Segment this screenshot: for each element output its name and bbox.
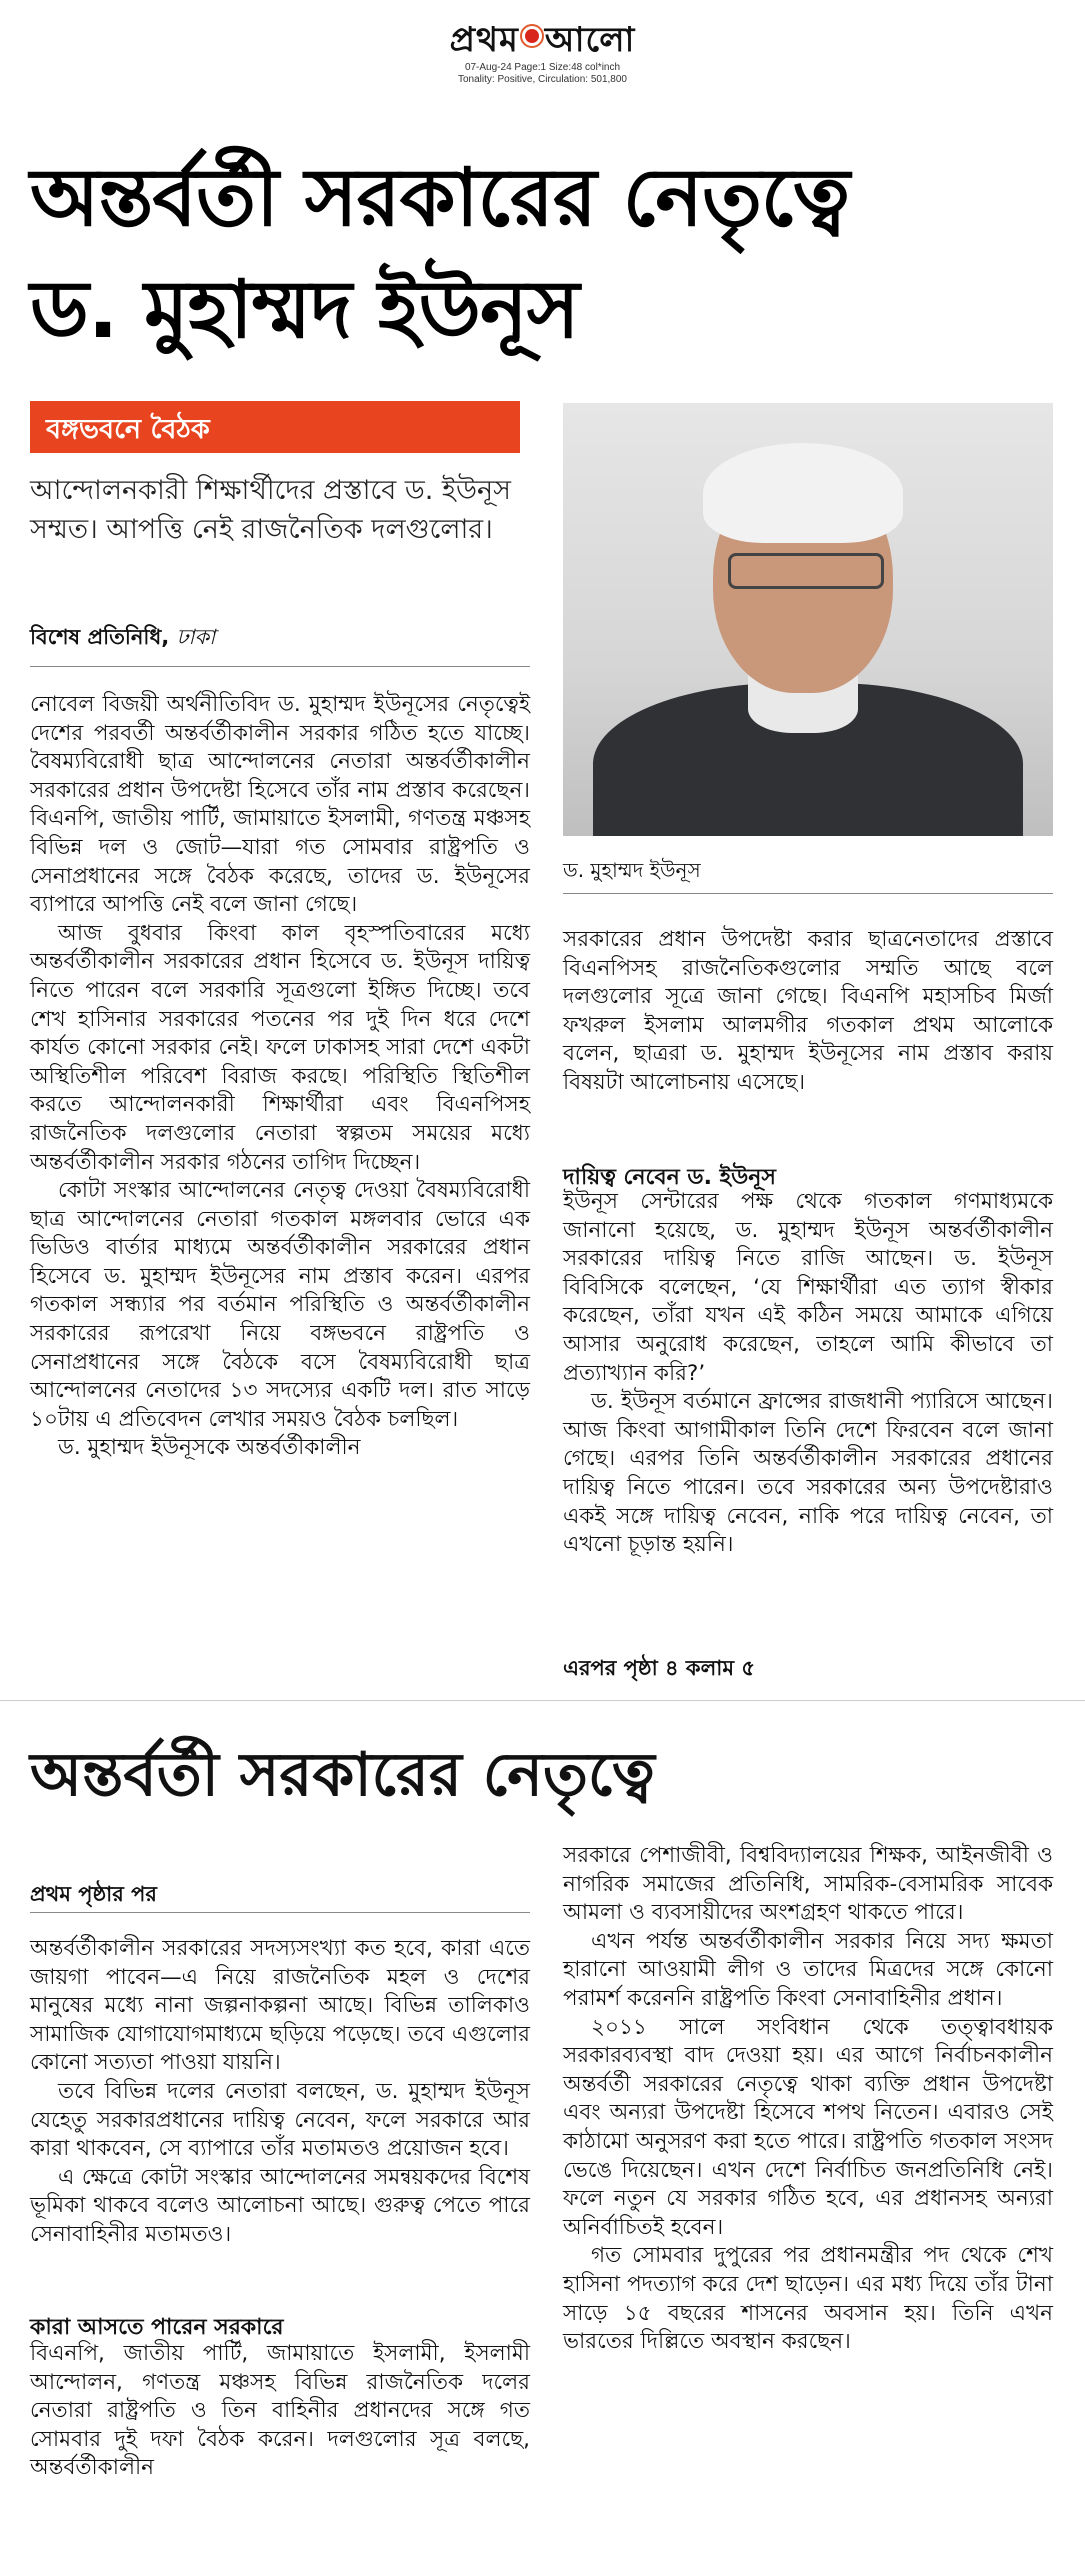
paragraph: অন্তর্বর্তীকালীন সরকারের সদস্যসংখ্যা কত হবে, কারা এতে জায়গা পাবেন—এ নিয়ে রাজনৈতিক মহল ও দেশের মানুষের মধ্যে নানা জল্পনাকল্পনা আছে। বিভিন্ন তালিকাও সামাজিক যোগাযোগমাধ্যমে ছড়িয়ে পড়েছে। তবে এগুলোর কোনো সত্যতা পাওয়া যায়নি। <box>30 1936 530 2076</box>
masthead-right: আলো <box>544 20 636 60</box>
continuation-column-1 <box>30 1935 530 2250</box>
paragraph: নোবেল বিজয়ী অর্থনীতিবিদ ড. মুহাম্মদ ইউনূসের নেতৃত্বেই দেশের পরবর্তী অন্তর্বর্তীকালীন সরকার গঠিত হতে যাচ্ছে। বৈষম্যবিরোধী ছাত্র আন্দোলনের নেতারা অন্তর্বর্তীকালীন সরকারের প্রধান উপদেষ্টা হিসেবে তাঁর নাম প্রস্তাব করেছেন। বিএনপি, জাতীয় পার্টি, জামায়াতে ইসলামী, গণতন্ত্র মঞ্চসহ বিভিন্ন দল ও জোট—যারা গত সোমবার রাষ্ট্রপতি ও সেনাপ্রধানের সঙ্গে বৈঠক করেছে, তাদের ড. ইউনূসের ব্যাপারে আপত্তি নেই বলে জানা গেছে। <box>30 692 530 918</box>
continued-rule <box>30 1912 530 1913</box>
photo-caption: ড. মুহাম্মদ ইউনূস <box>563 858 701 882</box>
headline-line2: ড. মুহাম্মদ ইউনূস <box>30 263 579 356</box>
subheading: দায়িত্ব নেবেন ড. ইউনূস <box>563 1165 776 1190</box>
kicker-text: বঙ্গভবনে বৈঠক <box>46 414 210 445</box>
clipping-separator <box>0 1700 1085 1701</box>
masthead-left: প্রথম <box>449 20 519 60</box>
portrait-photo <box>563 403 1053 836</box>
paragraph: বিএনপি, জাতীয় পার্টি, জামায়াতে ইসলামী, ইসলামী আন্দোলন, গণতন্ত্র মঞ্চসহ বিভিন্ন রাজনৈতিক দলের নেতারা রাষ্ট্রপতি ও তিন বাহিনীর প্রধানদের সঙ্গে গত সোমবার দুই দফা বৈঠক করেন। দলগুলোর সূত্র বলছে, অন্তর্বর্তীকালীন <box>30 2341 530 2481</box>
paragraph: এখন পর্যন্ত অন্তর্বর্তীকালীন সরকার নিয়ে সদ্য ক্ষমতা হারানো আওয়ামী লীগ ও তাদের মিত্রদের সঙ্গে কোনো পরামর্শ করেননি রাষ্ট্রপতি কিংবা সেনাবাহিনীর প্রধান। <box>563 1928 1053 2011</box>
clipping-meta-line1: 07-Aug-24 Page:1 Size:48 col*inch <box>464 62 621 73</box>
paragraph: আজ বুধবার কিংবা কাল বৃহস্পতিবারের মধ্যে অন্তর্বর্তীকালীন সরকারের প্রধান হিসেবে ড. ইউনূস দায়িত্ব নিতে পারেন বলে সরকারি সূত্রগুলো ইঙ্গিত দিচ্ছে। তবে শেখ হাসিনার সরকারের পতনের পর দুই দিন ধরে দেশে কার্যত কোনো সরকার নেই। ফলে ঢাকাসহ সারা দেশে একটা অস্থিতিশীল পরিবেশ বিরাজ করছে। পরিস্থিতি স্থিতিশীল করতে আন্দোলনকারী শিক্ষার্থীরা এবং বিএনপিসহ রাজনৈতিক দলগুলোর নেতারা স্বল্পতম সময়ের মধ্যে অন্তর্বর্তীকালীন সরকার গঠনের তাগিদ দিচ্ছেন। <box>30 920 530 1175</box>
paragraph: ড. ইউনূস বর্তমানে ফ্রান্সের রাজধানী প্যারিসে আছেন। আজ কিংবা আগামীকাল তিনি দেশে ফিরবেন বলে জানা গেছে। এরপর তিনি অন্তর্বর্তীকালীন সরকারের প্রধানের দায়িত্ব নিতে পারেন। তবে সরকারের অন্য উপদেষ্টারাও একই সঙ্গে দায়িত্ব নেবেন, নাকি পরে দায়িত্ব নেবেন, তা এখনো চূড়ান্ত হয়নি। <box>563 1389 1053 1558</box>
continuation-column-1-continued <box>30 2340 530 2483</box>
headline-line1: অন্তর্বর্তী সরকারের নেতৃত্বে <box>30 151 850 244</box>
continued-on-line: এরপর পৃষ্ঠা ৪ কলাম ৫ <box>563 1656 755 1680</box>
continuation-headline: অন্তর্বর্তী সরকারের নেতৃত্বে <box>30 1740 655 1810</box>
article-column-1 <box>30 691 530 1463</box>
paragraph: সরকারের প্রধান উপদেষ্টা করার ছাত্রনেতাদের প্রস্তাবে বিএনপিসহ রাজনৈতিকগুলোর সম্মতি আছে বলে দলগুলোর সূত্রে জানা গেছে। বিএনপি মহাসচিব মির্জা ফখরুল ইসলাম আলমগীর গতকাল প্রথম আলোকে বলেন, ছাত্ররা ড. মুহাম্মদ ইউনূসের নাম প্রস্তাব করায় বিষয়টা আলোচনায় এসেছে। <box>563 927 1053 1095</box>
paragraph: কোটা সংস্কার আন্দোলনের নেতৃত্ব দেওয়া বৈষম্যবিরোধী ছাত্র আন্দোলনের নেতারা গতকাল মঙ্গলবার ভোরে এক ভিডিও বার্তার মাধ্যমে অন্তর্বর্তীকালীন সরকারের প্রধান হিসেবে ড. মুহাম্মদ ইউনূসের নাম প্রস্তাব করেন। এরপর গতকাল সন্ধ্যার পর বর্তমান পরিস্থিতি ও অন্তর্বর্তীকালীন সরকারের রূপরেখা নিয়ে বঙ্গভবনে রাষ্ট্রপতি ও সেনাপ্রধানের সঙ্গে বৈঠকে বসে বৈষম্যবিরোধী ছাত্র আন্দোলনের নেতাদের ১৩ সদস্যের একটি দল। রাত সাড়ে ১০টায় এ প্রতিবেদন লেখার সময়ও বৈঠক চলছিল। <box>30 1178 530 1432</box>
continuation-column-2 <box>563 1842 1053 2357</box>
continued-from-label: প্রথম পৃষ্ঠার পর <box>30 1882 157 1906</box>
byline-location: ঢাকা <box>176 625 216 649</box>
clipping-meta <box>0 62 1085 86</box>
clipping-meta-line2: Tonality: Positive, Circulation: 501,800 <box>458 74 627 85</box>
standfirst: আন্দোলনকারী শিক্ষার্থীদের প্রস্তাবে ড. ইউনূস সম্মত। আপত্তি নেই রাজনৈতিক দলগুলোর। <box>30 475 511 545</box>
paragraph: তবে বিভিন্ন দলের নেতারা বলছেন, ড. মুহাম্মদ ইউনূস যেহেতু সরকারপ্রধানের দায়িত্ব নেবেন, ফলে সরকারে আর কারা থাকবেন, সে ব্যাপারে তাঁর মতামতও প্রয়োজন হবে। <box>30 2078 530 2162</box>
article-column-2 <box>563 926 1053 1098</box>
byline-name: বিশেষ প্রতিনিধি, <box>30 625 170 649</box>
paragraph: ড. মুহাম্মদ ইউনূসকে অন্তর্বর্তীকালীন <box>58 1435 361 1461</box>
article-column-2-continued <box>563 1188 1053 1560</box>
paragraph: গত সোমবার দুপুরের পর প্রধানমন্ত্রীর পদ থেকে শেখ হাসিনা পদত্যাগ করে দেশ ছাড়েন। এর মধ্য দিয়ে তাঁর টানা সাড়ে ১৫ বছরের শাসনের অবসান হয়। তিনি এখন ভারতের দিল্লিতে অবস্থান করছেন। <box>563 2243 1053 2355</box>
sun-icon <box>525 29 539 43</box>
paragraph: ইউনূস সেন্টারের পক্ষ থেকে গতকাল গণমাধ্যমকে জানানো হয়েছে, ড. মুহাম্মদ ইউনূস অন্তর্বর্তীকালীন সরকারের দায়িত্ব নিতে রাজি আছেন। ড. ইউনূস বিবিসিকে বলেছেন, ‘যে শিক্ষার্থীরা এত ত্যাগ স্বীকার করেছেন, তাঁরা যখন এই কঠিন সময়ে আমাকে এগিয়ে আসার অনুরোধ করেছেন, তাহলে আমি কীভাবে তা প্রত্যাখ্যান করি?’ <box>563 1189 1053 1386</box>
paragraph: সরকারে পেশাজীবী, বিশ্ববিদ্যালয়ের শিক্ষক, আইনজীবী ও নাগরিক সমাজের প্রতিনিধি, সামরিক-বেসামরিক সাবেক আমলা ও ব্যবসায়ীদের অংশগ্রহণ থাকতে পারে। <box>563 1843 1053 1926</box>
paragraph: এ ক্ষেত্রে কোটা সংস্কার আন্দোলনের সমন্বয়কদের বিশেষ ভূমিকা থাকবে বলেও আলোচনা আছে। গুরুত্ব পেতে পারে সেনাবাহিনীর মতামতও। <box>30 2164 530 2247</box>
byline <box>30 621 215 656</box>
subheading: কারা আসতে পারেন সরকারে <box>30 2315 284 2340</box>
byline-rule <box>30 666 530 667</box>
glasses-icon <box>728 553 884 589</box>
photo-hair-shape <box>703 443 903 543</box>
paragraph: ২০১১ সালে সংবিধান থেকে তত্ত্বাবধায়ক সরকারব্যবস্থা বাদ দেওয়া হয়। এর আগে নির্বাচনকালীন অন্তর্বর্তী সরকারের নেতৃত্বে থাকা ব্যক্তি প্রধান উপদেষ্টা এবং অন্যরা উপদেষ্টা হিসেবে শপথ নিতেন। এবারও সেই কাঠামো অনুসরণ করা হতে পারে। রাষ্ট্রপতি গতকাল সংসদ ভেঙে দিয়েছেন। এখন দেশে নির্বাচিত জনপ্রতিনিধি নেই। ফলে নতুন যে সরকার গঠিত হবে, এর প্রধানসহ অন্যরা অনির্বাচিতই হবেন। <box>563 2014 1053 2240</box>
caption-rule <box>563 893 1053 894</box>
